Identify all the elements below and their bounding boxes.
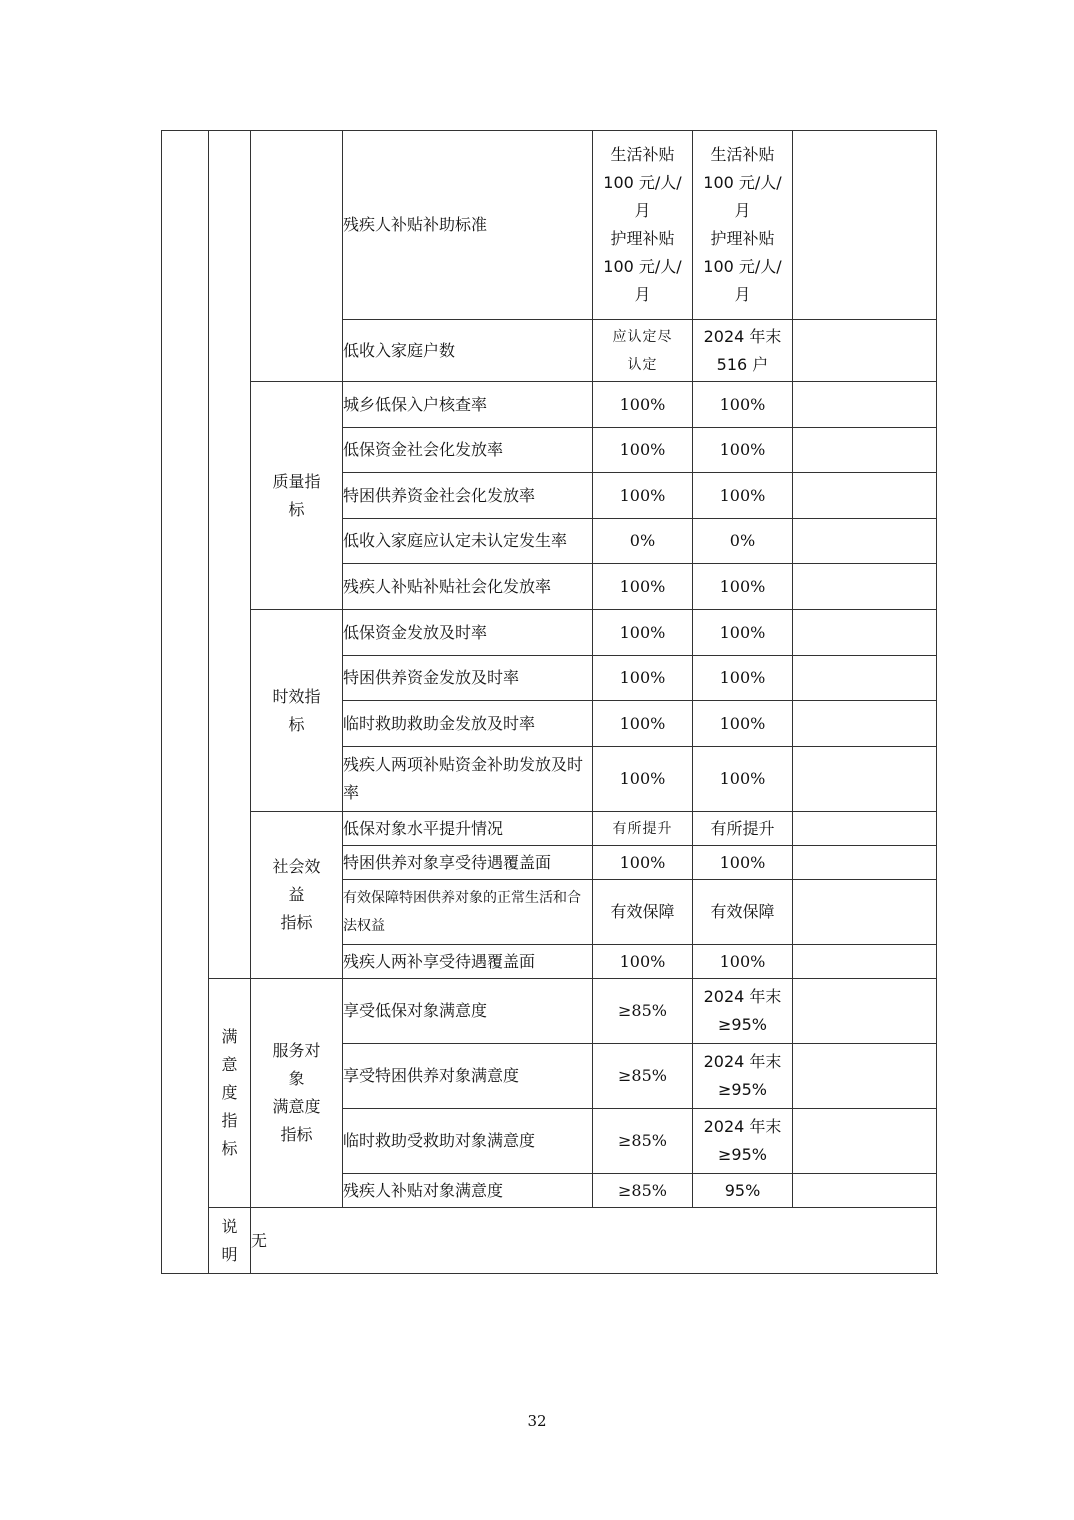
actual-value: 100% <box>693 610 793 656</box>
remark <box>793 428 937 473</box>
actual-value: 100% <box>693 428 793 473</box>
target-value: 有所提升 <box>593 812 693 846</box>
actual-value: 100% <box>693 382 793 428</box>
remark <box>793 846 937 880</box>
indicator-name: 残疾人两补享受待遇覆盖面 <box>343 945 593 979</box>
indicator-name: 低保对象水平提升情况 <box>343 812 593 846</box>
target-value: 有效保障 <box>593 880 693 945</box>
remark <box>793 1174 937 1208</box>
indicator-name: 低保资金社会化发放率 <box>343 428 593 473</box>
target-value: 100% <box>593 656 693 701</box>
target-value: 生活补贴 100 元/人/ 月 护理补贴 100 元/人/ 月 <box>593 131 693 320</box>
indicator-name: 有效保障特困供养对象的正常生活和合法权益 <box>343 880 593 945</box>
second-level-cell-blank <box>209 131 251 979</box>
indicator-name: 低收入家庭应认定未认定发生率 <box>343 519 593 564</box>
actual-value: 100% <box>693 945 793 979</box>
remark <box>793 656 937 701</box>
target-value: ≥85% <box>593 979 693 1044</box>
actual-value: 100% <box>693 846 793 880</box>
category-timeliness: 时效指 标 <box>251 610 343 812</box>
indicator-name: 残疾人补贴对象满意度 <box>343 1174 593 1208</box>
actual-value: 0% <box>693 519 793 564</box>
remark <box>793 747 937 812</box>
remark <box>793 1044 937 1109</box>
remark <box>793 519 937 564</box>
remark <box>793 701 937 747</box>
remark <box>793 880 937 945</box>
note-text: 无 <box>251 1208 937 1274</box>
target-value: 应认定尽 认定 <box>593 320 693 382</box>
remark <box>793 1109 937 1174</box>
target-value: ≥85% <box>593 1109 693 1174</box>
table-row <box>162 979 937 1044</box>
target-value: 100% <box>593 382 693 428</box>
table-row <box>162 812 937 846</box>
target-value: 100% <box>593 945 693 979</box>
table-row <box>162 131 937 320</box>
remark <box>793 131 937 320</box>
target-value: 100% <box>593 473 693 519</box>
target-value: 100% <box>593 747 693 812</box>
actual-value: 2024 年末 ≥95% <box>693 1109 793 1174</box>
actual-value: 100% <box>693 656 793 701</box>
remark <box>793 564 937 610</box>
actual-value: 有所提升 <box>693 812 793 846</box>
remark <box>793 473 937 519</box>
indicator-name: 享受特困供养对象满意度 <box>343 1044 593 1109</box>
actual-value: 生活补贴 100 元/人/ 月 护理补贴 100 元/人/ 月 <box>693 131 793 320</box>
indicator-name: 特困供养对象享受待遇覆盖面 <box>343 846 593 880</box>
first-level-cell-blank <box>162 131 209 1274</box>
actual-value: 2024 年末 ≥95% <box>693 1044 793 1109</box>
remark <box>793 382 937 428</box>
indicator-name: 残疾人两项补贴资金补助发放及时率 <box>343 747 593 812</box>
actual-value: 2024 年末 ≥95% <box>693 979 793 1044</box>
target-value: 100% <box>593 610 693 656</box>
target-value: 100% <box>593 846 693 880</box>
table-row <box>162 610 937 656</box>
remark <box>793 979 937 1044</box>
actual-value: 100% <box>693 564 793 610</box>
remark <box>793 610 937 656</box>
indicator-name: 低保资金发放及时率 <box>343 610 593 656</box>
category-satisfaction: 满 意 度 指 标 <box>209 979 251 1208</box>
indicator-name: 特困供养资金发放及时率 <box>343 656 593 701</box>
category-social-benefit: 社会效 益 指标 <box>251 812 343 979</box>
actual-value: 100% <box>693 747 793 812</box>
indicator-name: 城乡低保入户核查率 <box>343 382 593 428</box>
indicator-name: 享受低保对象满意度 <box>343 979 593 1044</box>
target-value: 100% <box>593 564 693 610</box>
indicator-name: 临时救助受救助对象满意度 <box>343 1109 593 1174</box>
remark <box>793 945 937 979</box>
indicator-name: 残疾人补贴补助标准 <box>343 131 593 320</box>
target-value: ≥85% <box>593 1044 693 1109</box>
category-service-satisfaction: 服务对 象 满意度 指标 <box>251 979 343 1208</box>
target-value: 100% <box>593 428 693 473</box>
target-value: 0% <box>593 519 693 564</box>
category-quality: 质量指 标 <box>251 382 343 610</box>
actual-value: 100% <box>693 701 793 747</box>
actual-value: 有效保障 <box>693 880 793 945</box>
remark <box>793 320 937 382</box>
target-value: ≥85% <box>593 1174 693 1208</box>
table-row <box>162 382 937 428</box>
note-row <box>162 1208 937 1274</box>
indicator-name: 残疾人补贴补贴社会化发放率 <box>343 564 593 610</box>
actual-value: 100% <box>693 473 793 519</box>
indicator-name: 低收入家庭户数 <box>343 320 593 382</box>
note-label: 说 明 <box>209 1208 251 1274</box>
indicator-name: 特困供养资金社会化发放率 <box>343 473 593 519</box>
third-level-cell-blank <box>251 131 343 382</box>
page-number: 32 <box>527 1412 547 1430</box>
actual-value: 95% <box>693 1174 793 1208</box>
performance-indicator-table <box>161 130 937 1274</box>
target-value: 100% <box>593 701 693 747</box>
actual-value: 2024 年末 516 户 <box>693 320 793 382</box>
indicator-name: 临时救助救助金发放及时率 <box>343 701 593 747</box>
remark <box>793 812 937 846</box>
